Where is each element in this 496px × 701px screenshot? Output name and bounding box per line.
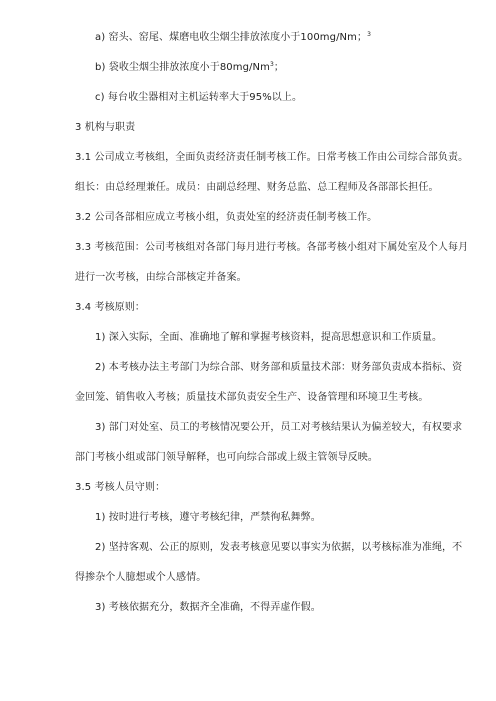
principle-1: 1) 深入实际，全面、准确地了解和掌握考核资料，提高思想意识和工作质量。 [95,332,443,343]
paragraph-3-4: 3.4 考核原则： [75,302,145,313]
paragraph-3-1: 3.1 公司成立考核组，全面负责经济责任制考核工作。日常考核工作由公司综合部负责。 [75,152,469,163]
principle-3-cont: 部门考核小组或部门领导解释，也可向综合部或上级主管领导反映。 [75,452,378,463]
item-c: c) 每台收尘器相对主机运转率大于95%以上。 [95,92,303,103]
item-a-text: a) 窑头、窑尾、煤磨电收尘烟尘排放浓度小于100mg/Nm； [95,32,368,43]
rule-2: 2) 坚持客观、公正的原则，发表考核意见要以事实为依据，以考核标准为准绳，不 [95,542,463,553]
rule-1: 1) 按时进行考核，遵守考核纪律，严禁徇私舞弊。 [95,512,321,523]
paragraph-3-3-cont: 进行一次考核，由综合部核定并备案。 [75,272,247,283]
principle-2: 2) 本考核办法主考部门为综合部、财务部和质量技术部：财务部负责成本指标、资 [95,362,463,373]
item-a [95,31,371,44]
section-heading: 3 机构与职责 [75,122,136,133]
paragraph-members: 组长：由总经理兼任。成员：由副总经理、财务总监、总工程师及各部部长担任。 [75,182,439,193]
item-b-tail: ； [273,62,284,73]
paragraph-3-3: 3.3 考核范围：公司考核组对各部门每月进行考核。各部考核小组对下属处室及个人每月 [75,242,469,253]
principle-3: 3) 部门对处室、员工的考核情况要公开，员工对考核结果认为偏差较大，有权要求 [95,422,463,433]
rule-3: 3) 考核依据充分，数据齐全准确，不得弄虚作假。 [95,602,321,613]
item-b-text: b) 袋收尘烟尘排放浓度小于80mg/Nm [95,62,270,73]
item-a-sup: 3 [367,31,371,38]
principle-2-cont: 金回笼、销售收入考核；质量技术部负责安全生产、设备管理和环境卫生考核。 [75,392,429,403]
paragraph-3-5: 3.5 考核人员守则： [75,482,166,493]
item-b-sup: 3 [269,61,274,68]
paragraph-3-2: 3.2 公司各部相应成立考核小组，负责处室的经济责任制考核工作。 [75,212,378,223]
rule-2-cont: 得掺杂个人臆想或个人感情。 [75,572,207,583]
item-b [95,61,284,74]
